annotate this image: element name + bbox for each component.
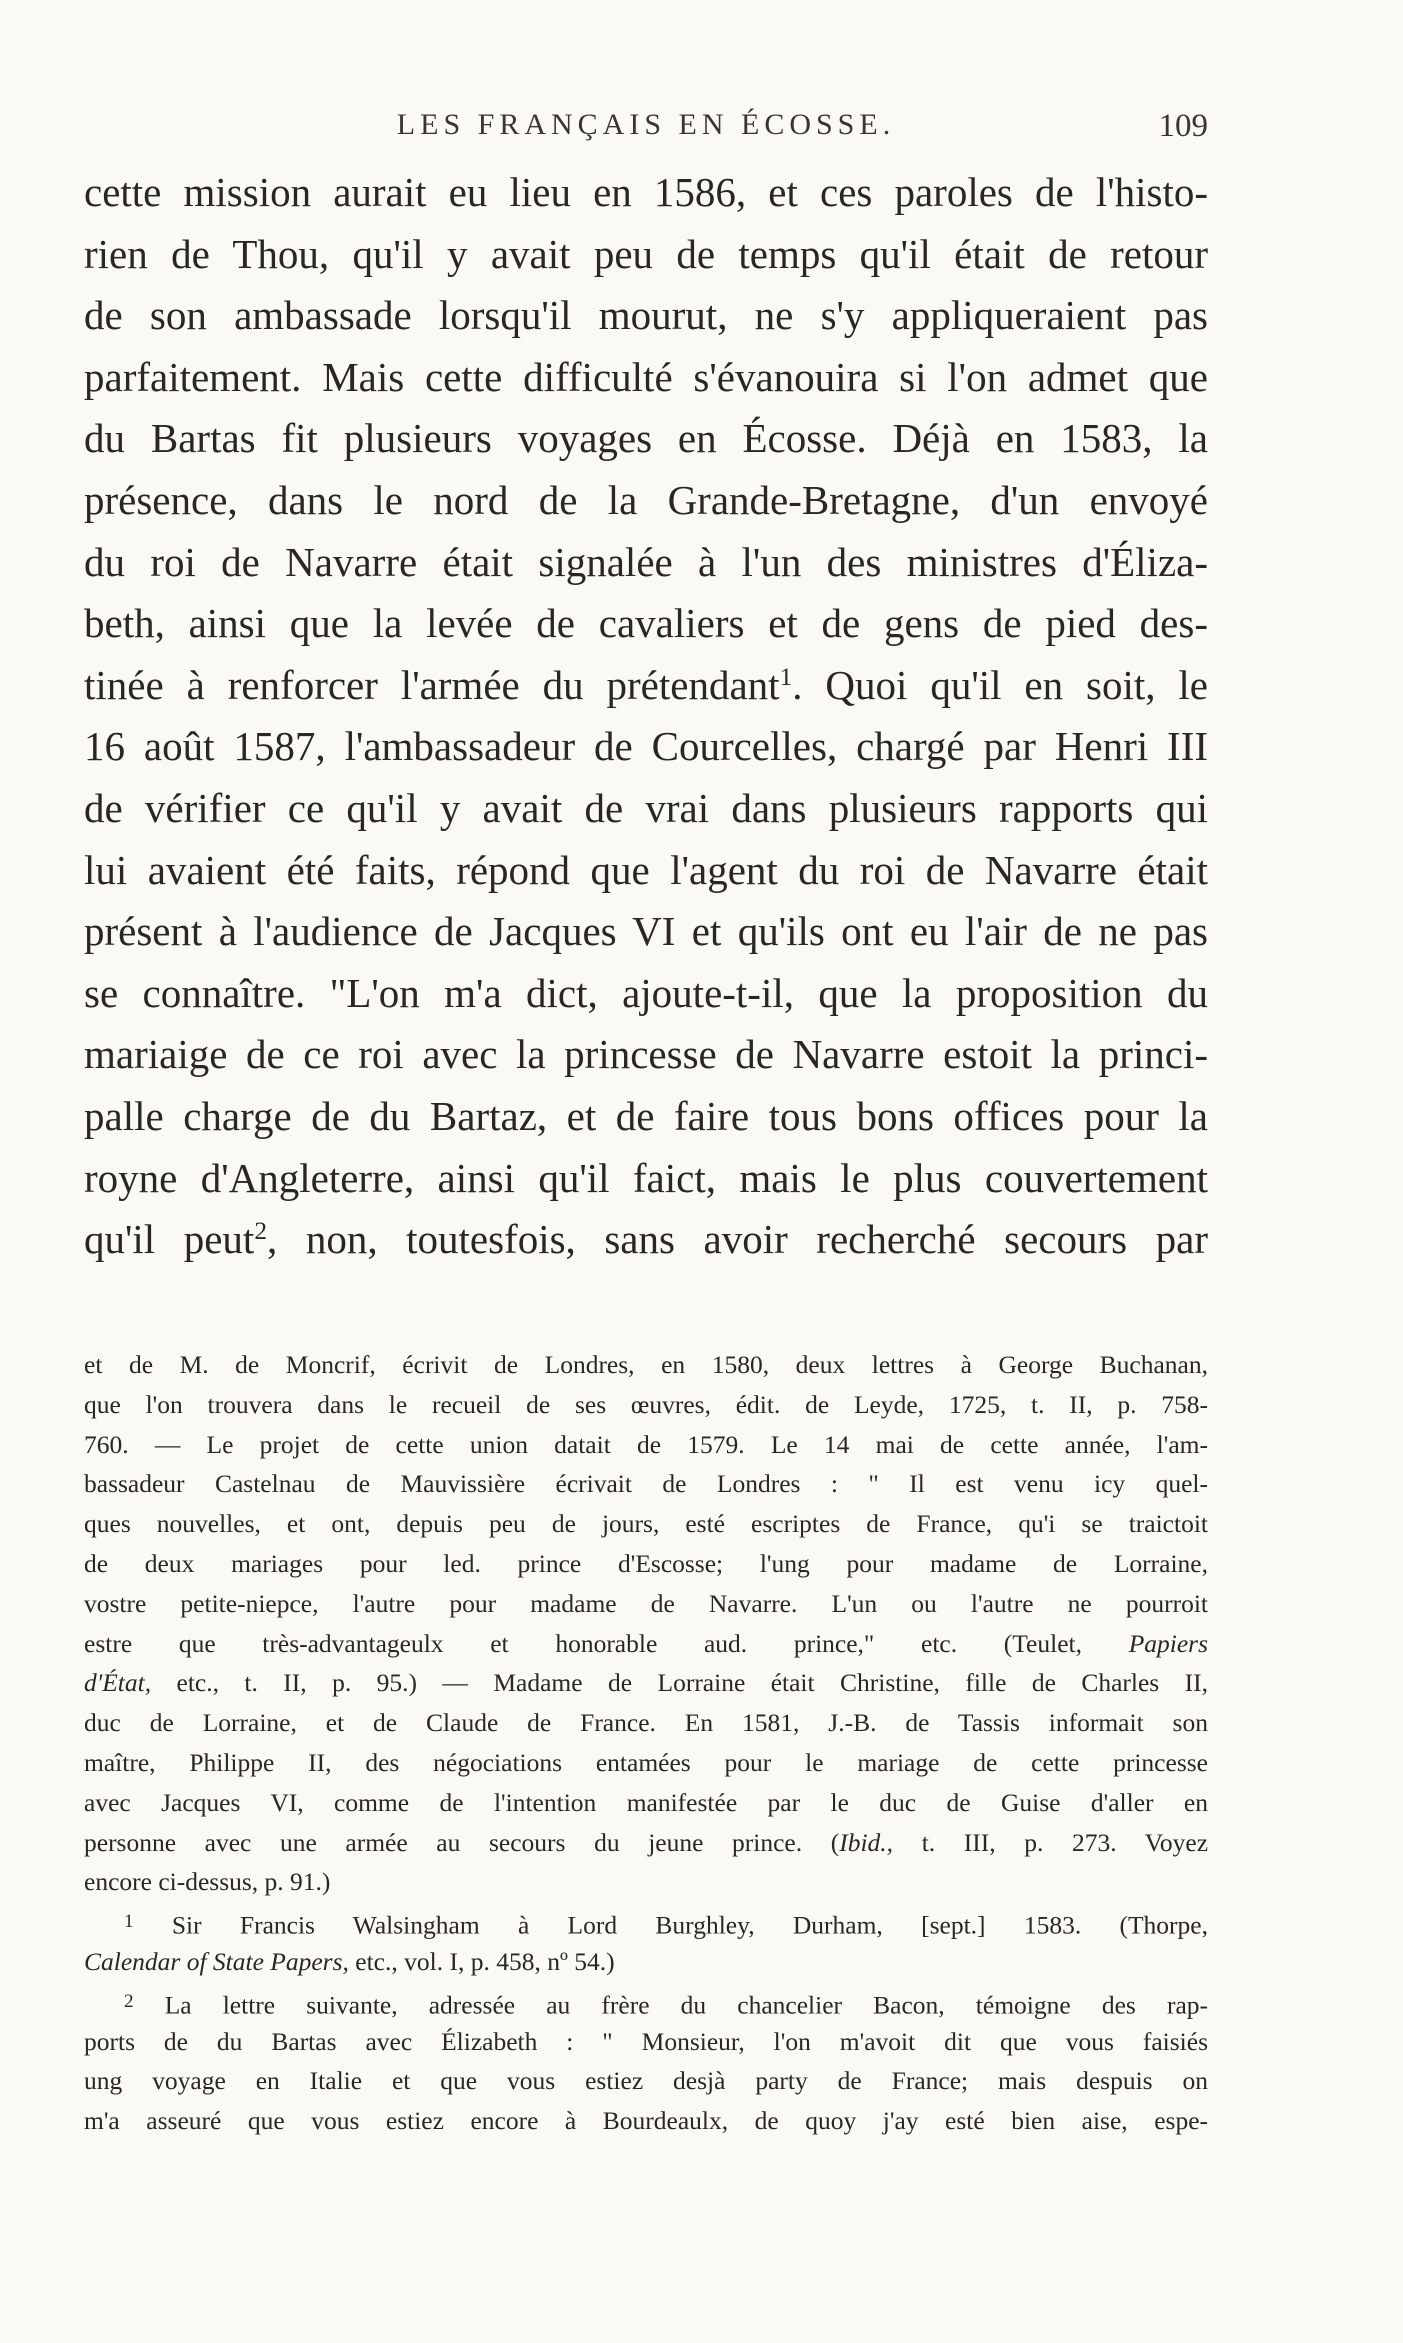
footnote-2 [84, 1982, 1208, 2022]
footnote-mark: 2 [124, 1990, 134, 2012]
footnote-line: bassadeur Castelnau de Mauvissière écrivait de Londres : " Il est venu icy quel- [84, 1469, 1208, 1499]
footnote-text: etc., vol. I, p. 458, nº 54.) [355, 1946, 615, 1976]
body-line: du Bartas fit plusieurs voyages en Écosse. Déjà en 1583, la [84, 415, 1208, 462]
body-line: palle charge de du Bartaz, et de faire tous bons offices pour la [84, 1092, 1208, 1139]
body-line-text: . Quoi qu'il en soit, le [792, 661, 1208, 708]
footnote-title: Papiers [1128, 1628, 1209, 1658]
body-line: beth, ainsi que la levée de cavaliers et de gens de pied des- [84, 600, 1208, 647]
footnote-line: que l'on trouvera dans le recueil de ses œuvres, édit. de Leyde, 1725, t. II, p. 758- [84, 1389, 1208, 1419]
footnote-line: ung voyage en Italie et que vous estiez desjà party de France; mais despuis on [84, 2066, 1208, 2096]
footnote-line: avec Jacques VI, comme de l'intention manifestée par le duc de Guise d'aller en [84, 1787, 1208, 1817]
footnote-title: d'État, [84, 1668, 152, 1698]
body-line: de vérifier ce qu'il y avait de vrai dans plusieurs rapports qui [84, 784, 1208, 831]
body-line: mariaige de ce roi avec la princesse de Navarre estoit la princi- [84, 1031, 1208, 1078]
footnote-line: et de M. de Moncrif, écrivit de Londres, en 1580, deux lettres à George Buchanan, [84, 1350, 1208, 1379]
footnote-title: Ibid., [839, 1827, 894, 1857]
footnote-line: m'a asseuré que vous estiez encore à Bourdeaulx, de quoy j'ay esté bien aise, espe- [84, 2106, 1208, 2136]
running-head [84, 108, 1208, 148]
body-line: parfaitement. Mais cette difficulté s'évanouira si l'on admet que [84, 353, 1208, 400]
footnote-line: 760. — Le projet de cette union datait de 1579. Le 14 mai de cette année, l'am- [84, 1429, 1208, 1459]
body-line: présent à l'audience de Jacques VI et qu'ils ont eu l'air de ne pas [84, 908, 1208, 955]
body-line [84, 1209, 1208, 1271]
footnote-line: ques nouvelles, et ont, depuis peu de jours, esté escriptes de France, qu'i se traictoit [84, 1509, 1208, 1539]
body-line: cette mission aurait eu lieu en 1586, et ces paroles de l'histo- [84, 169, 1208, 215]
body-line: présence, dans le nord de la Grande-Bretagne, d'un envoyé [84, 476, 1208, 523]
footnote-line [84, 1942, 1208, 1982]
footnote-ref-2: 2 [254, 1217, 268, 1246]
footnote-line [84, 1663, 1208, 1703]
body-line-text: qu'il peut [84, 1216, 255, 1263]
body-line: du roi de Navarre était signalée à l'un des ministres d'Éliza- [84, 538, 1208, 585]
body-line: 16 août 1587, l'ambassadeur de Courcelles, chargé par Henri III [84, 723, 1208, 770]
footnote-text: La lettre suivante, adressée au frère du chancelier Bacon, témoigne des rap- [164, 1990, 1208, 2020]
footnote-title: Calendar of State Papers, [84, 1946, 349, 1976]
body-line: rien de Thou, qu'il y avait peu de temps qu'il était de retour [84, 230, 1208, 277]
footnote-text: personne avec une armée au secours du jeune prince. ( [84, 1827, 840, 1857]
footnote-text: estre que très-advantageulx et honorable aud. prince," etc. (Teulet, [84, 1628, 1082, 1658]
footnote-text: etc., t. II, p. 95.) — Madame de Lorraine était Christine, fille de Charles II, [176, 1668, 1208, 1698]
footnote-line: de deux mariages pour led. prince d'Escosse; l'ung pour madame de Lorraine, [84, 1548, 1208, 1578]
footnote-line: encore ci-dessus, p. 91.) [84, 1867, 331, 1897]
footnote-mark: 1 [124, 1911, 134, 1933]
body-line: de son ambassade lorsqu'il mourut, ne s'y appliqueraient pas [84, 292, 1208, 339]
body-line: royne d'Angleterre, ainsi qu'il faict, mais le plus couvertement [84, 1154, 1208, 1201]
footnote-ref-1: 1 [779, 662, 793, 691]
footnote-1 [84, 1902, 1208, 1942]
body-line [84, 655, 1208, 717]
body-line-text: tinée à renforcer l'armée du prétendant [84, 661, 780, 708]
body-line: lui avaient été faits, répond que l'agent du roi de Navarre était [84, 846, 1208, 893]
footnote-text: Sir Francis Walsingham à Lord Burghley, Durham, [sept.] 1583. (Thorpe, [171, 1910, 1208, 1940]
footnote-line [84, 1624, 1208, 1664]
footnote-line [84, 1823, 1208, 1863]
footnote-text: t. III, p. 273. Voyez [921, 1827, 1209, 1857]
running-title: LES FRANÇAIS EN ÉCOSSE. [396, 108, 896, 141]
footnote-line: maître, Philippe II, des négociations entamées pour le mariage de cette princesse [84, 1747, 1208, 1777]
footnote-line: duc de Lorraine, et de Claude de France. En 1581, J.-B. de Tassis informait son [84, 1708, 1208, 1738]
footnotes [84, 1345, 1208, 2141]
footnote-line: vostre petite-niepce, l'autre pour madame de Navarre. L'un ou l'autre ne pourroit [84, 1588, 1208, 1618]
main-text [84, 162, 1208, 1271]
body-line-text: , non, toutesfois, sans avoir recherché secours par [267, 1216, 1208, 1263]
page-number: 109 [1158, 108, 1208, 144]
body-line: se connaître. "L'on m'a dict, ajoute-t-il, que la proposition du [84, 969, 1208, 1016]
footnote-line: ports de du Bartas avec Élizabeth : " Monsieur, l'on m'avoit dit que vous faisiés [84, 2026, 1208, 2056]
